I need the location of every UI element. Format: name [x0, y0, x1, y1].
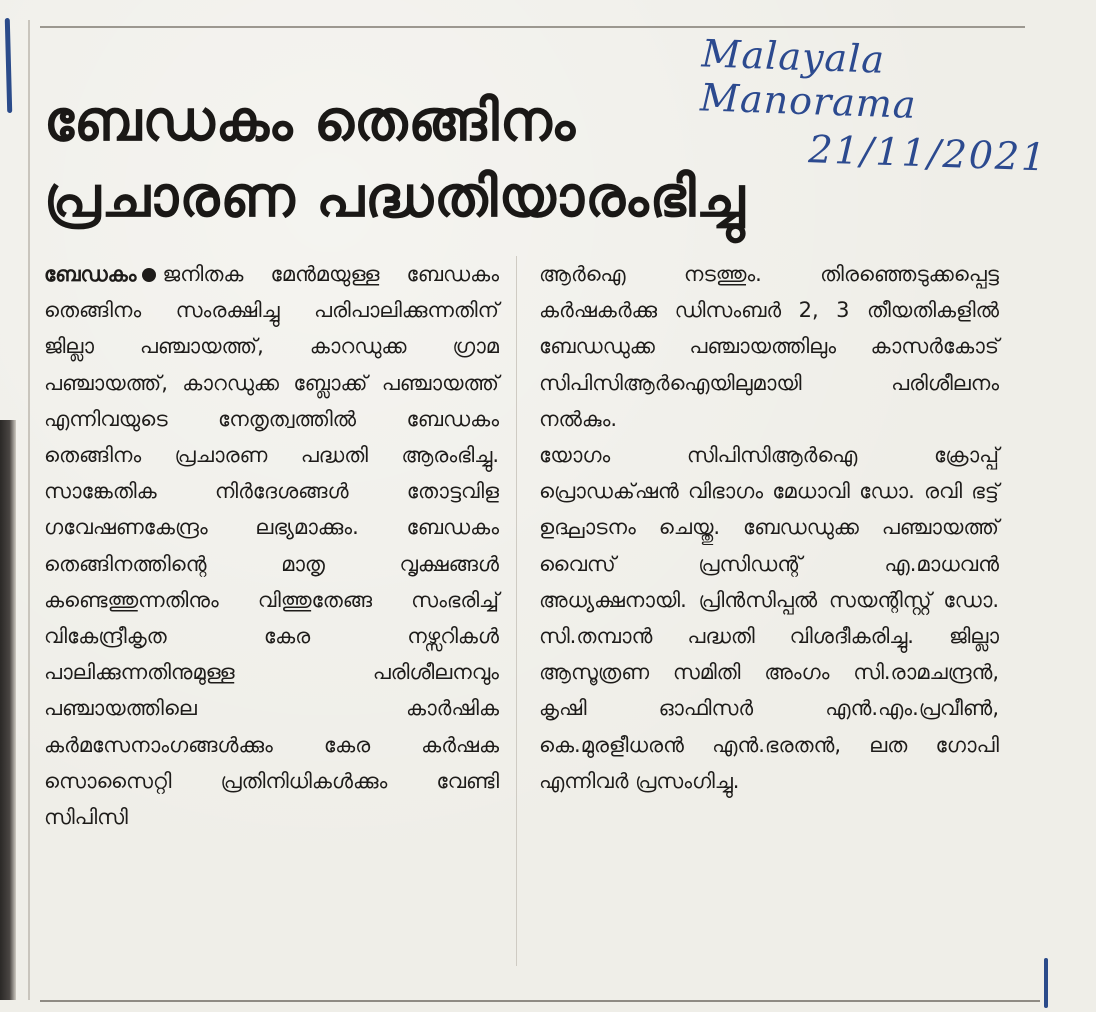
- article-body: [44, 256, 1004, 976]
- bullet-icon: [142, 268, 156, 282]
- headline-line-1: ബേഡകം തെങ്ങിനം: [44, 89, 577, 154]
- column-1-text: ജനിതക മേൻമയുള്ള ബേഡകം തെങ്ങിനം സംരക്ഷിച്ചു പരിപാലിക്കുന്നതിന് ജില്ലാ പഞ്ചായത്ത്, കാറഡുക്ക ഗ്രാമ പഞ്ചായത്ത്, കാറഡുക്ക ബ്ലോക്ക് പഞ്ചായത്ത് എന്നിവയുടെ നേതൃത്വത്തിൽ ബേഡകം തെങ്ങിനം പ്രചാരണ പദ്ധതി ആരംഭിച്ചു. സാങ്കേതിക നിർദേശങ്ങൾ തോട്ടവിള ഗവേഷണകേന്ദ്രം ലഭ്യമാക്കും. ബേഡകം തെങ്ങിനത്തിന്റെ മാതൃ വൃക്ഷങ്ങൾ കണ്ടെത്തുന്നതിനും വിത്തുതേങ്ങ സംഭരിച്ച് വികേന്ദ്രീകൃത കേര നഴ്സറികൾ പാലിക്കുന്നതിനുമുള്ള പരിശീലനവും പഞ്ചായത്തിലെ കാർഷിക കർമസേനാംഗങ്ങൾക്കും കേര കർഷക സൊസൈറ്റി പ്രതിനിധികൾക്കും വേണ്ടി സിപിസി: [44, 262, 499, 830]
- pen-mark-left: [5, 18, 12, 113]
- article-headline: [44, 84, 864, 236]
- dateline: ബേഡകം: [44, 262, 137, 286]
- bottom-border-rule: [40, 1000, 1040, 1002]
- top-border-rule: [40, 26, 1025, 28]
- handwritten-source: Malayala Manorama: [699, 31, 918, 127]
- article-column-1: [44, 256, 499, 835]
- headline-line-2: പ്രചാരണ പദ്ധതിയാരംഭിച്ചു: [44, 165, 746, 230]
- pen-mark-right: [1044, 958, 1048, 1008]
- article-paragraph: [44, 256, 499, 835]
- article-column-2: [539, 256, 999, 799]
- handwritten-date: 21/11/2021: [807, 127, 1049, 180]
- column-divider: [516, 256, 517, 966]
- left-border-rule: [28, 20, 30, 1000]
- article-paragraph: യോഗം സിപിസിആർഐ ക്രോപ്പ് പ്രൊഡക്‌ഷൻ വിഭാഗം മേധാവി ഡോ. രവി ഭട്ട് ഉദ്ഘാടനം ചെയ്തു. ബേഡഡുക്ക പഞ്ചായത്ത് വൈസ് പ്രസിഡന്റ് എ.മാധവൻ അധ്യക്ഷനായി. പ്രിൻസിപ്പൽ സയന്റിസ്റ്റ് ഡോ. സി.തമ്പാൻ പദ്ധതി വിശദീകരിച്ചു. ജില്ലാ ആസൂത്രണ സമിതി അംഗം സി.രാമചന്ദ്രൻ, കൃഷി ഓഫിസർ എൻ.എം.പ്രവീൺ, കെ.മുരളീധരൻ എൻ.ഭരതൻ, ലത ഗോപി എന്നിവർ പ്രസംഗിച്ചു.: [539, 443, 999, 793]
- article-paragraph: ആർഐ നടത്തും. തിരഞ്ഞെടുക്കപ്പെട്ട കർഷകർക്കു ഡിസംബർ 2, 3 തീയതികളിൽ ബേഡഡുക്ക പഞ്ചായത്തിലും കാസർകോട് സിപിസിആർഐയിലുമായി പരിശീലനം നൽകും.: [539, 262, 999, 431]
- scan-edge-shadow: [0, 420, 16, 1000]
